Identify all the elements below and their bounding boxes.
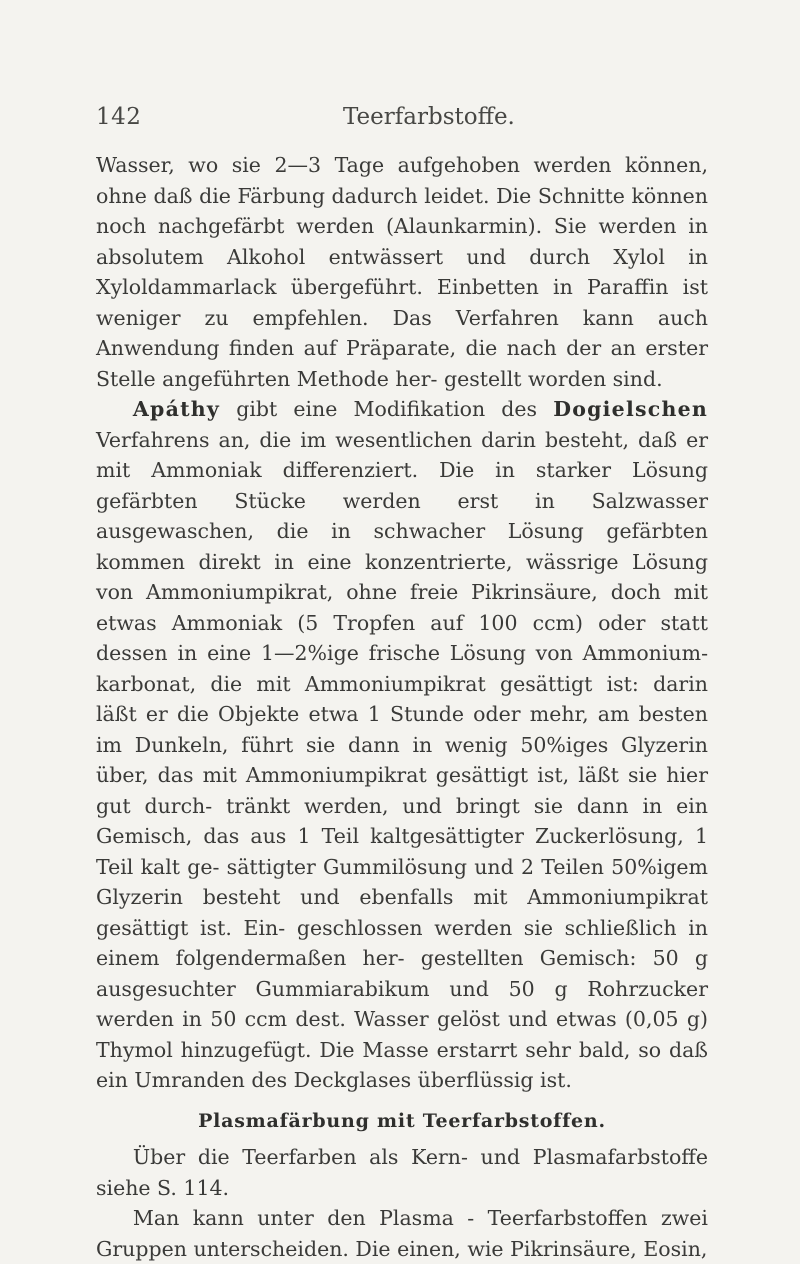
page-header [0,104,800,140]
section-heading: Plasmafärbung mit Teerfarbstoffen. [198,1109,606,1132]
paragraph-text-segment: Verfahrens an, die im wesentlichen darin besteht, daß er mit Ammoniak differenziert. Die in starker Lösung gefärbten Stücke werden erst in Salzwasser ausgewaschen, die in schwacher Lösung gefärbten kommen direkt in eine konzentrierte, wässrige Lösung von Ammoniumpikrat, ohne freie Pikrinsäure, doch mit etwas Ammoniak (5 Tropfen auf 100 ccm) oder statt dessen in eine 1—2%ige frische Lösung von Ammonium- karbonat, die mit Ammoniumpikrat gesättigt ist: darin läßt er die Objekte etwa 1 Stunde oder mehr, am besten im Dunkeln, führt sie dann in wenig 50%iges Glyzerin über, das mit Ammoniumpikrat gesättigt ist, läßt sie hier gut durch- tränkt werden, und bringt sie dann in ein Gemisch, das aus 1 Teil kaltgesättigter Zuckerlösung, 1 Teil kalt ge- sättigter Gummilösung und 2 Teilen 50%igem Glyzerin besteht und ebenfalls mit Ammoniumpikrat gesättigt ist. Ein- geschlossen werden sie schließlich in einem folgendermaßen her- gestellten Gemisch: 50 g ausgesuchter Gummiarabikum und 50 g Rohrzucker werden in 50 ccm dest. Wasser gelöst und etwas (0,05 g) Thymol hinzugefügt. Die Masse erstarrt sehr bald, so daß ein Umranden des Deckglases überflüssig ist. [96,427,708,1092]
paragraph-plasma-groups: Man kann unter den Plasma - Teerfarbstoffen zwei Gruppen unterscheiden. Die einen, wie Pikrinsäure, Eosin, [96,1206,708,1261]
body-text [96,150,708,1264]
paragraph-cross-reference: Über die Teerfarben als Kern- und Plasmafarbstoffe siehe S. 114. [96,1145,708,1200]
paragraph-text-segment: gibt eine Modifikation des [220,397,554,421]
running-head: Teerfarbstoffe. [343,104,515,130]
author-name-apathy: Apáthy [132,397,221,421]
author-name-dogiel: Dogielschen [553,397,708,421]
paragraph-apathy-method [96,394,708,1096]
page-number: 142 [96,104,142,130]
paragraph-continuation: Wasser, wo sie 2—3 Tage aufgehoben werden können, ohne daß die Färbung dadurch leidet. Die Schnitte können noch nachgefärbt werden (Alaunkarmin). Sie werden in absolutem Alkohol entwässert und durch Xylol in Xyloldammarlack übergeführt. Einbetten in Paraffin ist weniger zu empfehlen. Das Verfahren kann auch Anwendung finden auf Präparate, die nach der an erster Stelle angeführten Methode her- gestellt worden sind. [96,153,708,391]
